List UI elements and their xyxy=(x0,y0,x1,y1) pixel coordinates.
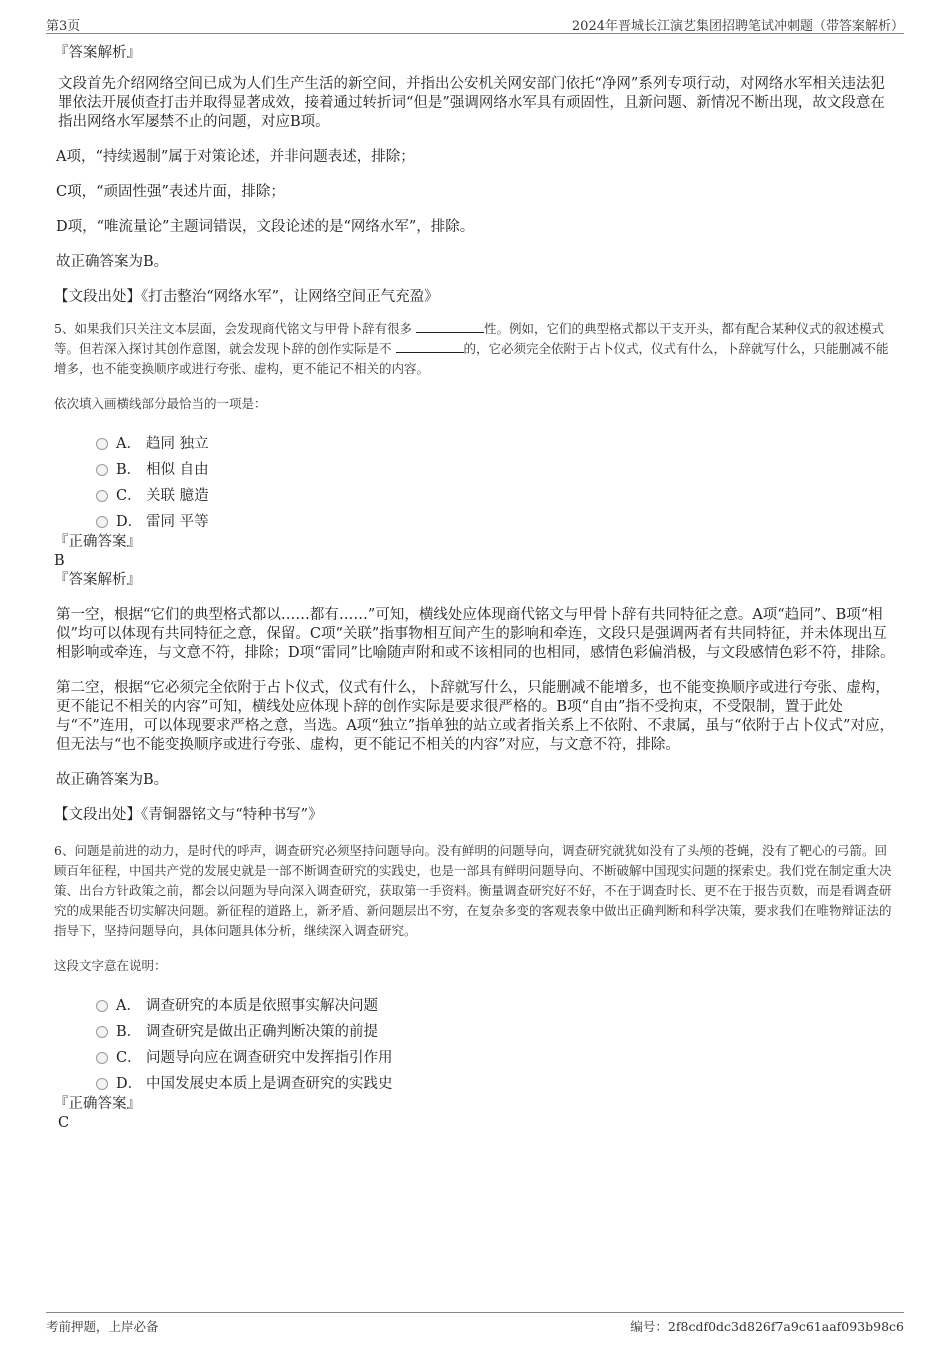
radio-icon[interactable] xyxy=(96,1078,108,1090)
fill-blank-1 xyxy=(416,320,484,333)
q6-answer: C xyxy=(58,1115,70,1131)
q5-analysis-label: 『答案解析』 xyxy=(54,572,141,588)
page-number: 第3页 xyxy=(46,19,81,34)
page-footer xyxy=(46,1312,904,1335)
radio-icon[interactable] xyxy=(96,1026,108,1038)
q5-option-a[interactable]: A． 趋同 独立 xyxy=(96,429,896,455)
q4-analysis-c: C项，“顽固性强”表述片面，排除； xyxy=(56,184,285,200)
radio-icon[interactable] xyxy=(96,490,108,502)
radio-icon[interactable] xyxy=(96,516,108,528)
radio-icon[interactable] xyxy=(96,464,108,476)
page-content xyxy=(56,44,896,1133)
document-code: 编号：2f8cdf0dc3d826f7a9c61aaf093b98c6 xyxy=(630,1319,904,1334)
q5-prompt: 依次填入画横线部分最恰当的一项是： xyxy=(54,396,267,411)
q6-answer-label: 『正确答案』 xyxy=(54,1096,141,1112)
q5-stem: 5、如果我们只关注文本层面，会发现商代铭文与甲骨卜辞有很多 性。例如，它们的典型格式都以干支开头，都有配合某种仪式的叙述模式等。但若深入探讨其创作意图，就会发现卜辞的创作实际是不 的，它必须完全依附于占卜仪式，仪式有什么，卜辞就写什么，只能删减不能增多，也不能变换顺序或进行夸张、虚构，更不能记不相关的内容。 xyxy=(54,321,889,376)
q5-option-b[interactable]: B． 相似 自由 xyxy=(96,455,896,481)
q4-analysis-a: A项，“持续遏制”属于对策论述，并非问题表述，排除； xyxy=(56,149,415,165)
q6-option-b[interactable]: B． 调查研究是做出正确判断决策的前提 xyxy=(96,1017,896,1043)
q5-options xyxy=(96,429,896,533)
document-title: 2024年晋城长江演艺集团招聘笔试冲刺题（带答案解析） xyxy=(571,19,904,34)
fill-blank-2 xyxy=(396,340,464,353)
q4-analysis: 文段首先介绍网络空间已成为人们生产生活的新空间，并指出公安机关网安部门依托“净网”系列专项行动，对网络水军相关违法犯罪依法开展侦查打击并取得显著成效，接着通过转折词“但是”强调网络水军具有顽固性，且新问题、新情况不断出现，故文段意在指出网络水军屡禁不止的问题，对应B项。 xyxy=(58,76,885,130)
q5-answer-text: 故正确答案为B。 xyxy=(56,772,169,788)
q5-source: 【文段出处】《青铜器铭文与“特种书写”》 xyxy=(54,807,323,823)
page-header xyxy=(46,13,904,34)
radio-icon[interactable] xyxy=(96,438,108,450)
q6-options xyxy=(96,991,896,1095)
q6-option-a[interactable]: A． 调查研究的本质是依照事实解决问题 xyxy=(96,991,896,1017)
q5-option-d[interactable]: D． 雷同 平等 xyxy=(96,507,896,533)
q6-stem: 6、问题是前进的动力，是时代的呼声，调查研究必须坚持问题导向。没有鲜明的问题导向，调查研究就犹如没有了头颅的苍蝇，没有了靶心的弓箭。回顾百年征程，中国共产党的发展史就是一部不断调查研究的实践史，也是一部具有鲜明问题导向、不断破解中国现实问题的探索史。我们党在制定重大决策、出台方针政策之前，都会以问题为导向深入调查研究，获取第一手资料。衡量调查研究好不好，不在于调查时长、更不在于报告页数，而是看调查研究的成果能否切实解决问题。新征程的道路上，新矛盾、新问题层出不穷，在复杂多变的客观表象中做出正确判断和科学决策，要求我们在唯物辩证法的指导下，坚持问题导向，具体问题具体分析，继续深入调查研究。 xyxy=(54,843,892,938)
radio-icon[interactable] xyxy=(96,1000,108,1012)
q5-answer-label: 『正确答案』 xyxy=(54,534,141,550)
q4-answer-text: 故正确答案为B。 xyxy=(56,254,169,270)
q4-source: 【文段出处】《打击整治“网络水军”，让网络空间正气充盈》 xyxy=(54,289,439,305)
footer-slogan: 考前押题，上岸必备 xyxy=(46,1319,159,1334)
q6-prompt: 这段文字意在说明： xyxy=(54,958,167,973)
q5-option-c[interactable]: C． 关联 臆造 xyxy=(96,481,896,507)
q5-analysis-1: 第一空，根据“它们的典型格式都以……都有……”可知，横线处应体现商代铭文与甲骨卜辞有共同特征之意。A项“趋同”、B项“相似”均可以体现有共同特征之意，保留。C项“关联”指事物相互间产生的影响和牵连，文段只是强调两者有共同特征，并未体现出互相影响或牵连，与文意不符，排除；D项“雷同”比喻随声附和或不该相同的也相同，感情色彩偏消极，与文段感情色彩不符，排除。 xyxy=(56,607,895,661)
q5-answer: B xyxy=(54,553,65,569)
radio-icon[interactable] xyxy=(96,1052,108,1064)
q6-option-c[interactable]: C． 问题导向应在调查研究中发挥指引作用 xyxy=(96,1043,896,1069)
q5-analysis-2: 第二空，根据“它必须完全依附于占卜仪式，仪式有什么，卜辞就写什么，只能删减不能增多，也不能变换顺序或进行夸张、虚构，更不能记不相关的内容”可知，横线处应体现卜辞的创作实际是要求很严格的。B项“自由”指不受拘束，不受限制，置于此处与“不”连用，可以体现要求严格之意，当选。A项“独立”指单独的站立或者指关系上不依附、不隶属，虽与“依附于占卜仪式”对应，但无法与“也不能变换顺序或进行夸张、虚构，更不能记不相关的内容”对应，与文意不符，排除。 xyxy=(56,680,894,753)
q4-analysis-label: 『答案解析』 xyxy=(54,45,141,61)
q6-option-d[interactable]: D． 中国发展史本质上是调查研究的实践史 xyxy=(96,1069,896,1095)
q4-analysis-d: D项，“唯流量论”主题词错误，文段论述的是“网络水军”，排除。 xyxy=(56,219,475,235)
